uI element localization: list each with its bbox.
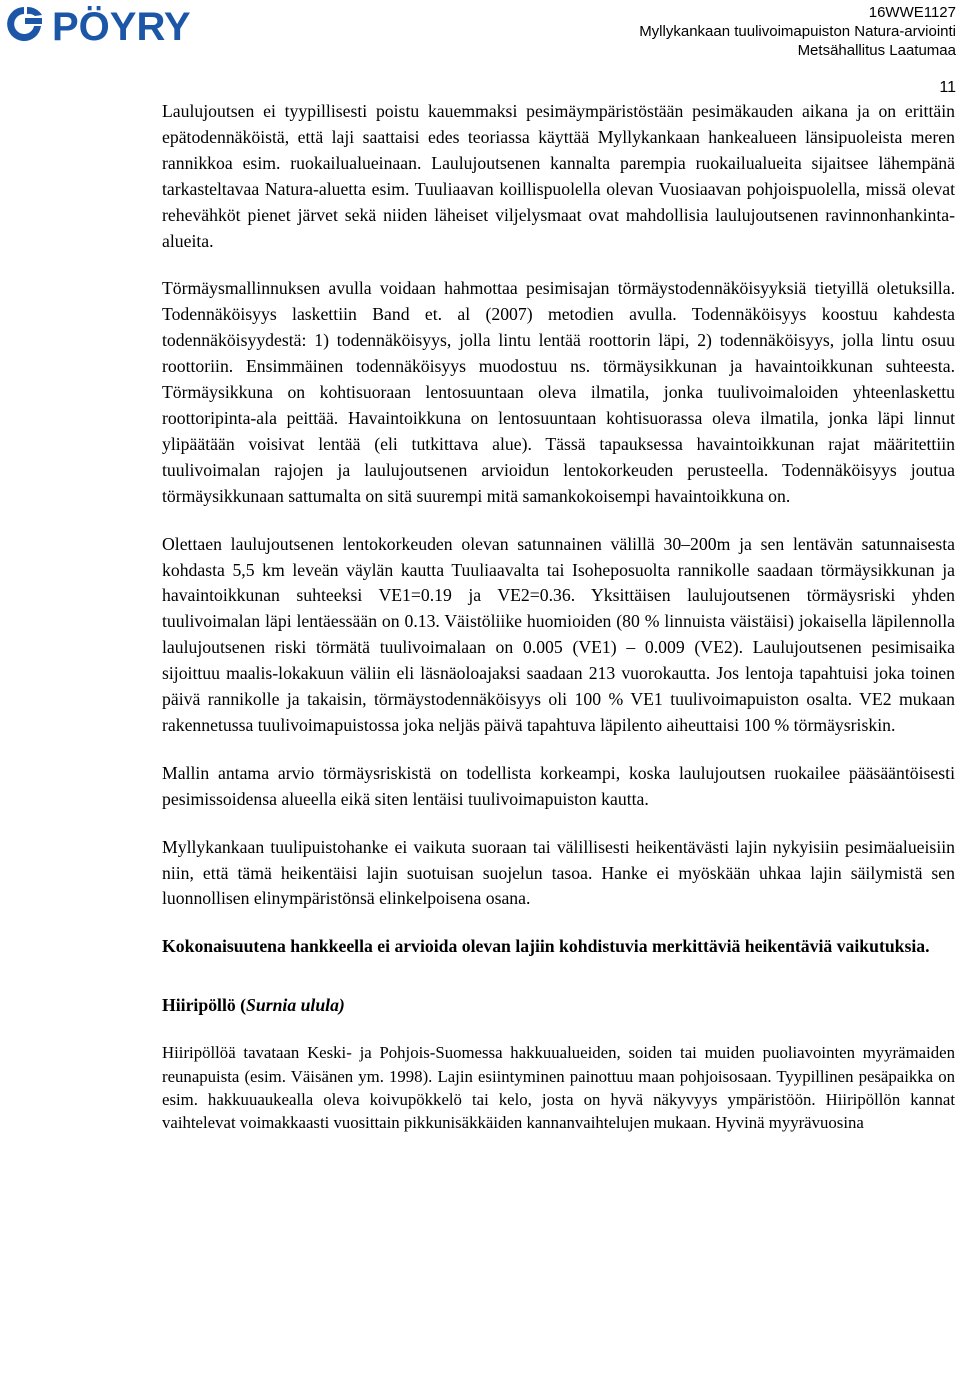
paragraph-4: Mallin antama arvio törmäysriskistä on todellista korkeampi, koska laulujoutsen ruokailee pääsääntöisesti pesimissoidensa alueella eikä siten lentäisi tuulivoimapuiston kautta.: [162, 762, 955, 809]
page-number: 11: [939, 79, 956, 96]
conclusion: Kokonaisuutena hankkeella ei arvioida olevan lajiin kohdistuvia merkittäviä heikentäviä vaikutuksia.: [162, 936, 930, 957]
species-heading: [162, 993, 955, 1019]
client-name: Metsähallitus Laatumaa: [797, 42, 956, 59]
species-name: Hiiripöllö (: [162, 995, 247, 1016]
poyry-logo-mark: [4, 4, 249, 44]
project-title: Myllykankaan tuulivoimapuiston Natura-arviointi: [639, 23, 956, 40]
document-header: [639, 3, 956, 60]
logo-text: PÖYRY: [52, 5, 191, 44]
paragraph-6: Hiiripöllöä tavataan Keski- ja Pohjois-Suomessa hakkuualueiden, soiden tai muiden puoliavointen myyrämaiden reunapuista (esim. Väisänen ym. 1998). Lajin esiintyminen painottuu maan pohjoisosaan. Tyypillinen pesäpaikka on esim. hakkuuaukealla oleva koivupökkelö tai kelo, josta on hyvä näkyvyys ympäristöön. Hiiripöllön kannat vaihtelevat voimakkaasti vuosittain pikkunisäkkäiden kannanvaihtelujen mukaan. Hyvinä myyrävuosina: [162, 1043, 955, 1133]
paragraph-2: Törmäysmallinnuksen avulla voidaan hahmottaa pesimisajan törmäystodennäköisyyksiä tietyillä oletuksilla. Todennäköisyys laskettiin Band et. al (2007) metodien avulla. Todennäköisyys koostuu kahdesta todennäköisyydestä: 1) todennäköisyys, jolla lintu lentää roottorin läpi, 2) todennäköisyys, jolla lintu osuu roottoriin. Ensimmäinen todennäköisyys muodostuu ns. törmäysikkunan ja havaintoikkunan suhteesta. Törmäysikkuna on kohtisuoraan lentosuuntaan oleva ilmatila, jonka tuulivoimaloiden yhteenlaskettu roottoripinta-ala peittää. Havaintoikkuna on lentosuuntaan kohtisuorassa oleva ilmatila, jonka läpi linnut ylipäätään voisivat lentää (eli tutkittava alue). Tässä tapauksessa havaintoikkunan rajat määritettiin tuulivoimalan rajojen ja laulujoutsenen arvioidun lentokorkeuden perusteella. Todennäköisyys joutua törmäysikkunaan sattumalta on sitä suurempi mitä samankokoisempi havaintoikkuna on.: [162, 278, 955, 506]
paragraph-3: Olettaen laulujoutsenen lentokorkeuden olevan satunnainen välillä 30–200m ja sen lentävän satunnaisesta kohdasta 5,5 km leveän väylän kautta Tuuliaavalta tai Isoheposuolta rannikolle saadaan törmäysikkunan ja havaintoikkunan suhteeksi VE1=0.19 ja VE2=0.36. Yksittäisen laulujoutsenen törmäysriski yhden tuulivoimalan läpi lentäessään on 0.13. Väistöliike huomioiden (80 % linnuista väistäisi) jokaisella läpilennolla laulujoutsenen riski törmätä tuulivoimalaan on 0.005 (VE1) – 0.009 (VE2). Laulujoutsenen pesimisaika sijoittuu maalis-lokakuun väliin eli läsnäoloajaksi saadaan 213 vuorokautta. Jos lentoja tapahtuisi joka toinen päivä rannikolle ja takaisin, törmäystodennäköisyys oli 100 % VE1 tuulivoimapuiston osalta. VE2 mukaan rakennetussa tuulivoimapuistossa joka neljäs päivä tapahtuva läpilento aiheuttaisi 100 % törmäysriskin.: [162, 533, 955, 735]
doc-id: 16WWE1127: [868, 4, 956, 21]
paragraph-5: Myllykankaan tuulipuistohanke ei vaikuta suoraan tai välillisesti heikentävästi lajin nykyisiin pesimäalueisiin niin, että tämä heikentäisi lajin suotuisan suojelun tasoa. Hanke ei myöskään uhkaa lajin säilymistä sen luonnollisen elinympäristönsä elinkelpoisena osana.: [162, 836, 955, 909]
poyry-logo: [4, 4, 249, 44]
species-latin-name: Surnia ulula): [246, 995, 345, 1016]
paragraph-1: Laulujoutsen ei tyypillisesti poistu kauemmaksi pesimäympäristöstään pesimäkauden aikana ja on erittäin epätodennäköistä, että laji saattaisi edes teoriassa käyttää Myllykankaan hankealueen länsipuoleista meren rannikkoa esim. ruokailualueinaan. Laulujoutsenen kannalta parempia ruokailualueita sijaitsee lähempänä tarkasteltavaa Natura-aluetta esim. Tuuliaavan koillispuolella olevan Vuosiaavan pohjoispuolella, missä olevat rehevähköt pienet järvet sekä niiden läheiset viljelysmaat ovat mahdollisia laulujoutsenen ravinnonhankinta-alueita.: [162, 101, 955, 251]
page-body: [162, 99, 955, 1135]
